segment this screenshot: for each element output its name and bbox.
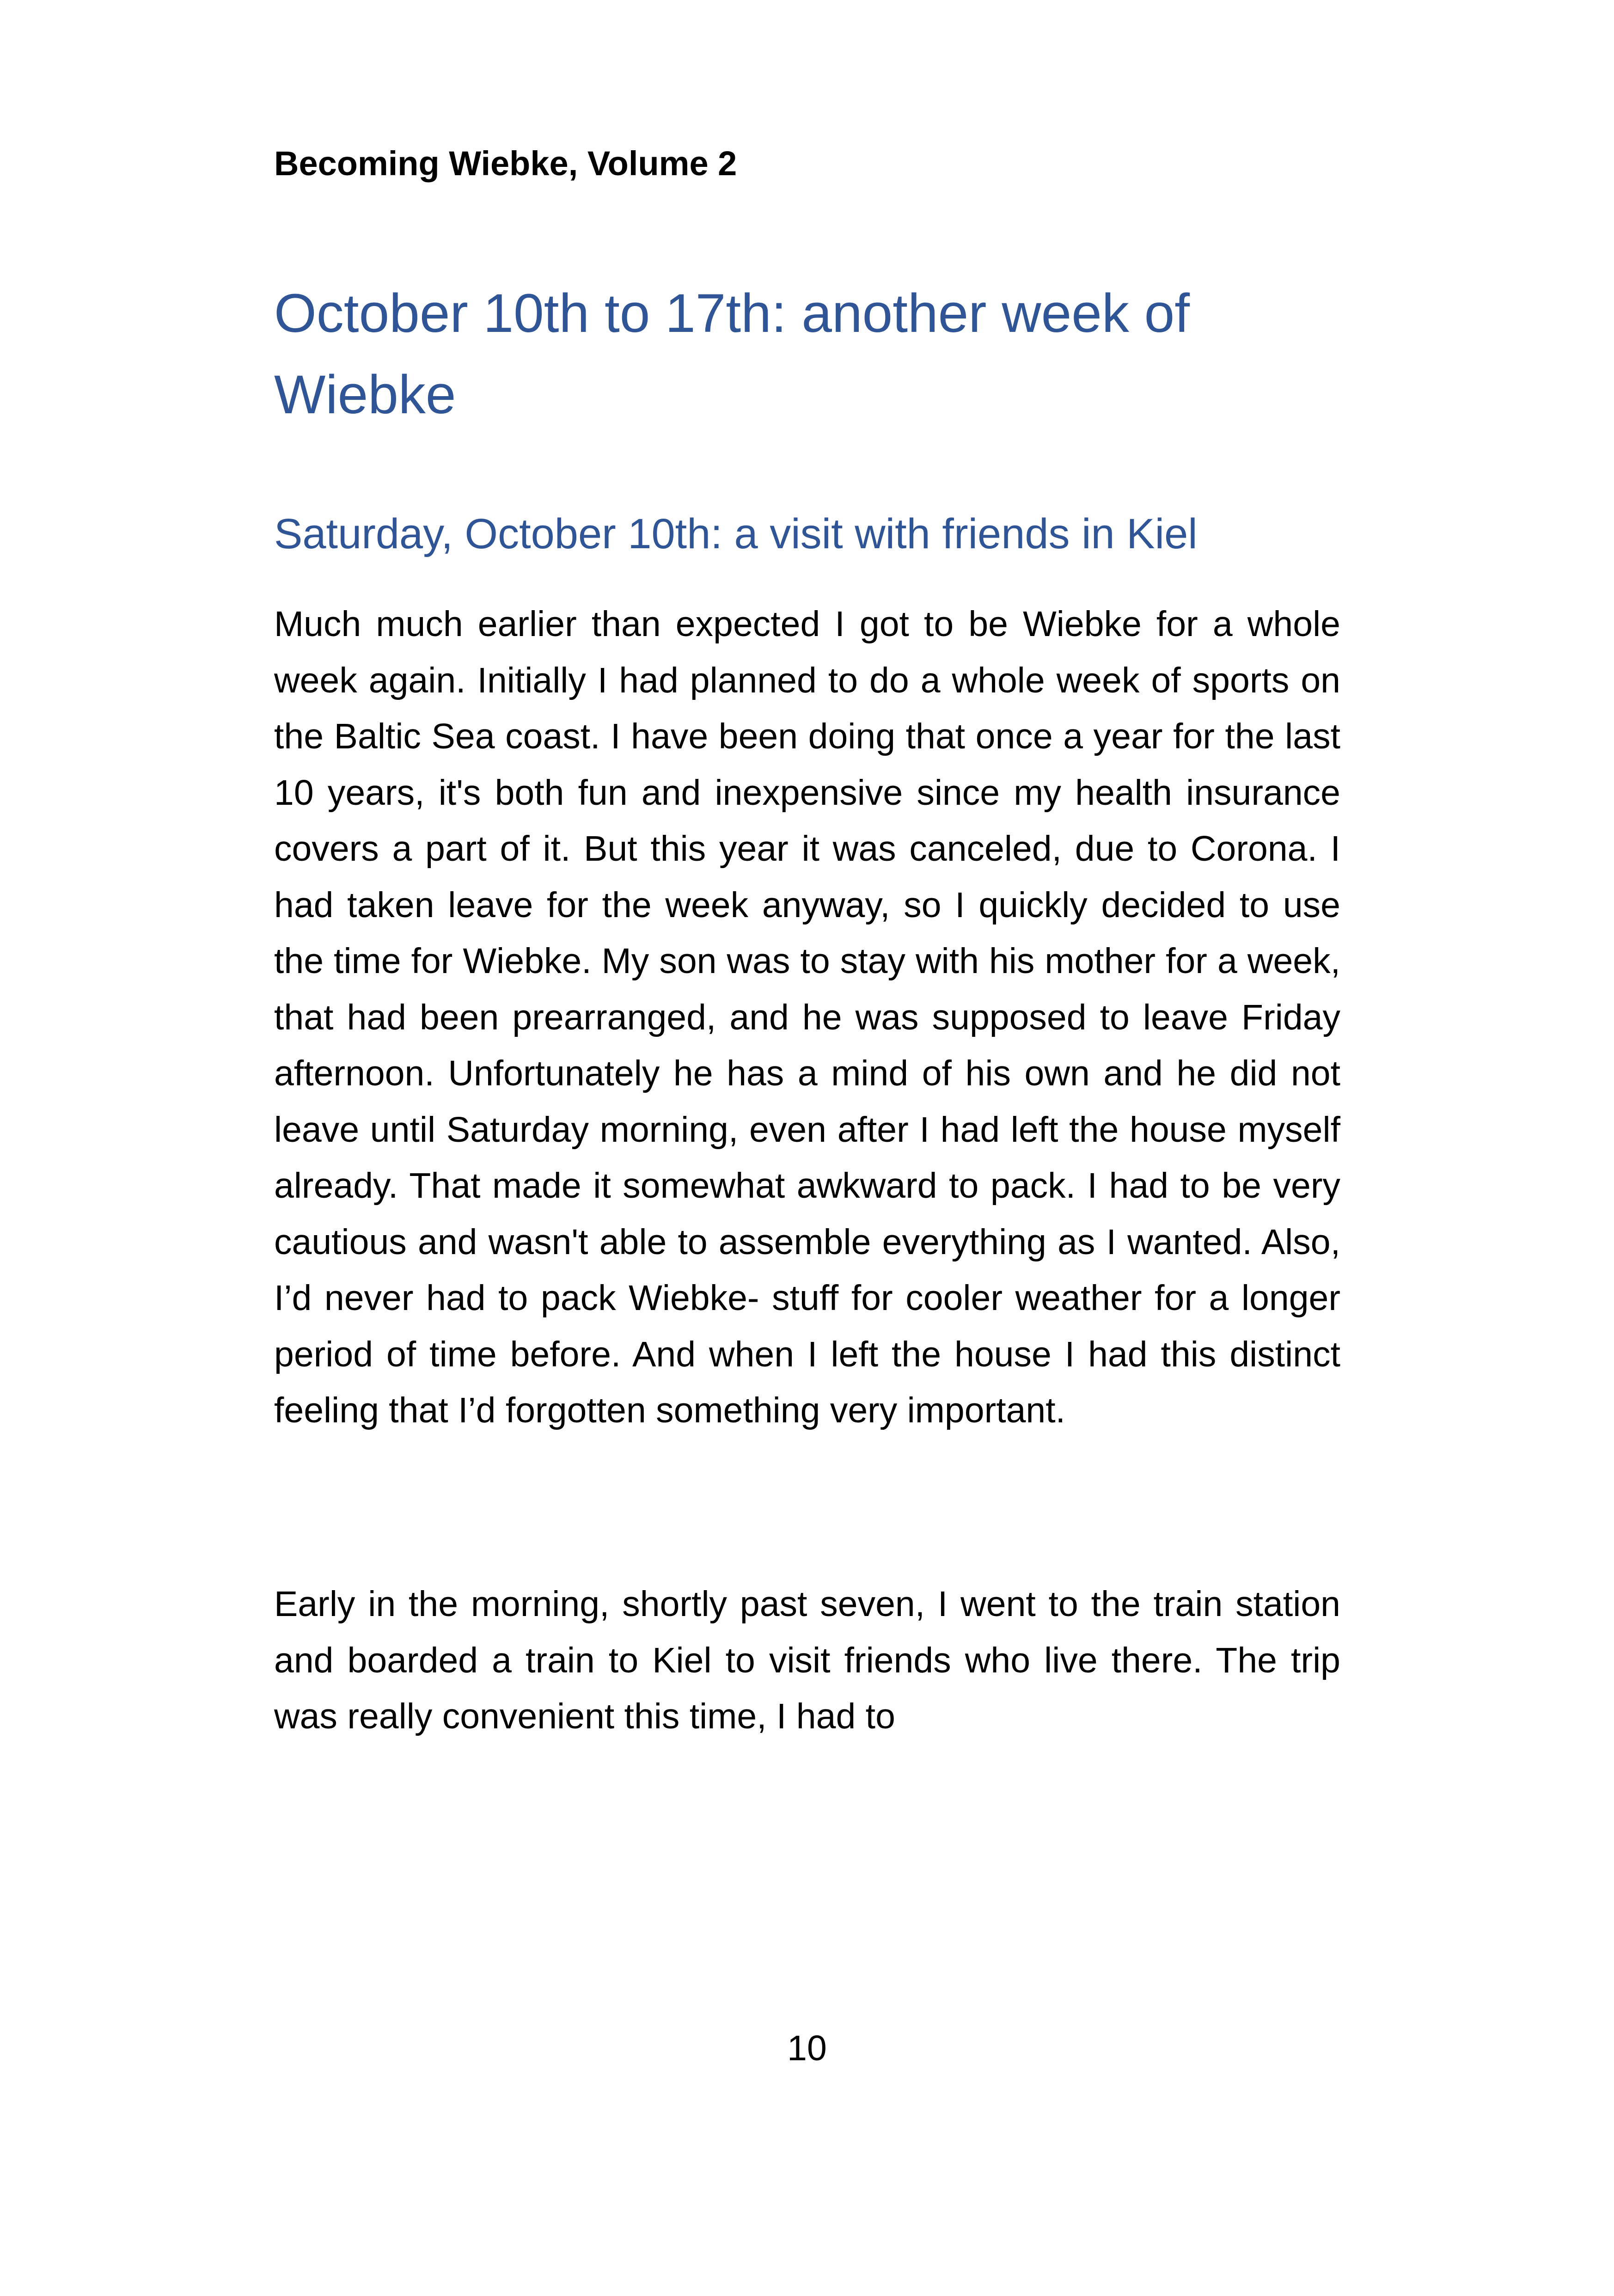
body-paragraph: Early in the morning, shortly past seven, I went to the train station and boarded a train to Kiel to visit friends who live there. The trip was really convenient this time, I had to: [274, 1584, 1340, 1736]
section-title: Saturday, October 10th: a visit with friends in Kiel: [274, 510, 1198, 557]
body-paragraph: Much much earlier than expected I got to be Wiebke for a whole week again. Initially I had planned to do a whole week of sports on the Baltic Sea coast. I have been doing that once a year for the last 10 years, it's both fun and inexpensive since my health insurance covers a part of it. But this year it was canceled, due to Corona. I had taken leave for the week anyway, so I quickly decided to use the time for Wiebke. My son was to stay with his mother for a week, that had been prearranged, and he was supposed to leave Friday afternoon. Unfortunately he has a mind of his own and he did not leave until Saturday morning, even after I had left the house myself already. That made it somewhat awkward to pack. I had to be very cautious and wasn't able to assemble everything as I wanted. Also, I’d never had to pack Wiebke- stuff for cooler weather for a longer period of time before. And when I left the house I had this distinct feeling that I’d forgotten something very important.: [274, 604, 1340, 1430]
chapter-title: October 10th to 17th: another week of Wiebke: [274, 283, 1190, 425]
page-number: 10: [787, 2028, 827, 2068]
running-header: Becoming Wiebke, Volume 2: [274, 144, 737, 183]
